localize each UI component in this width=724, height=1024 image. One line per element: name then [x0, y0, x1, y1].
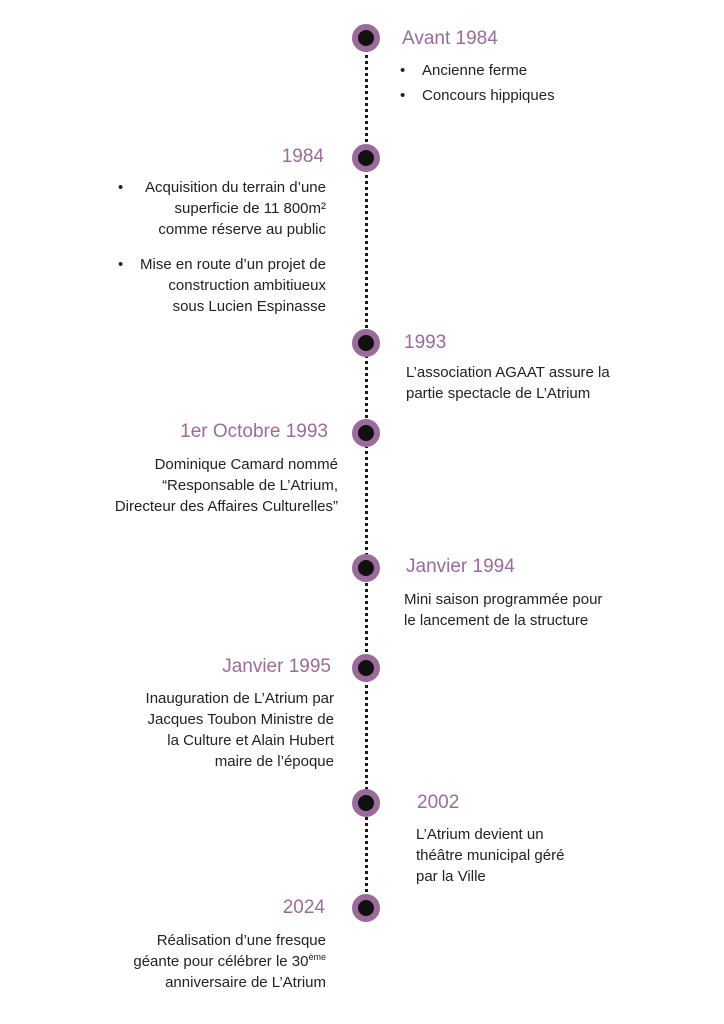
- text-line: partie spectacle de L’Atrium: [406, 385, 591, 402]
- timeline-dot-jan-1995: [352, 654, 380, 682]
- text-line: L’association AGAAT assure la: [406, 364, 610, 381]
- event-body-jan-1994: [404, 589, 602, 631]
- text-line: L’Atrium devient un: [416, 826, 544, 843]
- text-line: • Mise en route d’un projet de: [140, 256, 326, 273]
- event-title-2024: 2024: [282, 897, 325, 918]
- text-line: Dominique Camard nommé: [154, 456, 338, 473]
- event-title-avant-1984: Avant 1984: [402, 28, 498, 49]
- text-line: théâtre municipal géré: [416, 847, 565, 864]
- event-body-avant-1984: [400, 60, 555, 110]
- text-line: Mini saison programmée pour: [404, 591, 603, 608]
- text-line: par la Ville: [416, 868, 486, 885]
- text-line: superficie de 11 800m²: [174, 200, 326, 217]
- text-line: comme réserve au public: [158, 221, 326, 238]
- event-body-oct-1993: [115, 454, 338, 517]
- event-title-oct-1993: 1er Octobre 1993: [180, 421, 328, 442]
- event-body-2002: [416, 824, 564, 887]
- text-line: • Acquisition du terrain d’une: [145, 179, 326, 196]
- text-line: la Culture et Alain Hubert: [167, 732, 334, 749]
- text-line: le lancement de la structure: [404, 612, 589, 629]
- timeline-dot-1984: [352, 144, 380, 172]
- text-line: maire de l’époque: [214, 753, 334, 770]
- timeline-dot-jan-1994: [352, 554, 380, 582]
- list-item: • Ancienne ferme: [400, 60, 555, 81]
- text-line: construction ambitiueux: [168, 277, 326, 294]
- event-title-1984: 1984: [281, 146, 324, 167]
- text-line: Jacques Toubon Ministre de: [147, 711, 334, 728]
- event-body-1984: [140, 177, 326, 331]
- timeline-dot-1993: [352, 329, 380, 357]
- text-line: anniversaire de L’Atrium: [165, 974, 326, 991]
- text-segment: géante pour célébrer le 30: [133, 953, 309, 970]
- text-line: Inauguration de L’Atrium par: [145, 690, 334, 707]
- event-body-jan-1995: [146, 688, 334, 772]
- text-line: sous Lucien Espinasse: [172, 298, 326, 315]
- text-line: Réalisation d’une fresque: [156, 932, 326, 949]
- text-line: Directeur des Affaires Culturelles”: [114, 498, 338, 515]
- list-item: [140, 177, 326, 240]
- event-body-1993: [406, 362, 610, 404]
- timeline-dot-2002: [352, 789, 380, 817]
- list-item: • Concours hippiques: [400, 85, 555, 106]
- timeline-dot-2024: [352, 894, 380, 922]
- text-line: [133, 951, 326, 972]
- superscript: ème: [308, 952, 326, 962]
- event-title-1993: 1993: [404, 332, 447, 353]
- event-title-jan-1995: Janvier 1995: [222, 656, 331, 677]
- list-item: [140, 254, 326, 317]
- text-line: “Responsable de L’Atrium,: [162, 477, 338, 494]
- event-body-2024: [133, 930, 326, 993]
- event-title-2002: 2002: [417, 792, 460, 813]
- timeline-dot-avant-1984: [352, 24, 380, 52]
- timeline-dot-oct-1993: [352, 419, 380, 447]
- event-title-jan-1994: Janvier 1994: [406, 556, 515, 577]
